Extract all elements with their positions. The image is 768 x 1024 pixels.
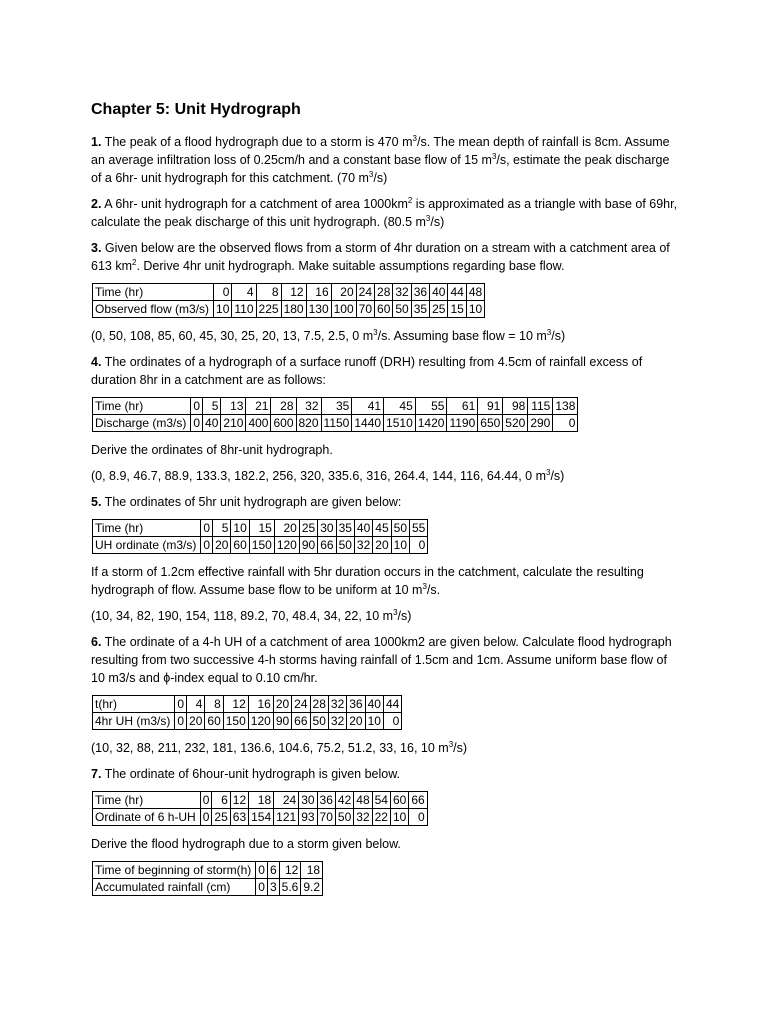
table-cell: 20 (273, 696, 291, 713)
table-cell: 20 (331, 284, 356, 301)
table-cell: 30 (318, 520, 336, 537)
problem-1 (91, 133, 681, 187)
answer-text: (0, 50, 108, 85, 60, 45, 30, 25, 20, 13, 7.5, 2.5, 0 m (91, 329, 374, 343)
row-label: Discharge (m3/s) (93, 415, 191, 432)
table-cell: 120 (248, 713, 273, 730)
answer-text: /s) (550, 469, 565, 483)
superscript: 3 (373, 327, 378, 337)
table-cell: 36 (411, 284, 429, 301)
table-cell: 110 (232, 301, 256, 318)
table-cell: 70 (356, 301, 374, 318)
problem-5 (91, 493, 681, 511)
superscript: 2 (132, 257, 137, 267)
problem-number: 1. (91, 135, 102, 149)
answer-3 (91, 327, 681, 345)
superscript: 3 (422, 581, 427, 591)
table-cell: 35 (336, 520, 354, 537)
table-row (93, 301, 485, 318)
answer-text: (0, 8.9, 46.7, 88.9, 133.3, 182.2, 256, 320, 335.6, 316, 264.4, 144, 116, 64.44, 0 m (91, 469, 546, 483)
table-cell: 0 (175, 713, 187, 730)
problem-number: 3. (91, 241, 102, 255)
answer-6 (91, 739, 681, 757)
table-cell: 50 (310, 713, 328, 730)
problem-text: The ordinate of a 4-h UH of a catchment of area 1000km2 are given below. Calculate flood hydrograph resulting from two successive 4-h storms having rainfall of 1.5cm and 1cm. Assume uniform base flow of 10 m3/s and ϕ-index equal to 0.10 cm/hr. (91, 635, 672, 685)
row-label: Ordinate of 6 h-UH (93, 809, 201, 826)
table-cell: 1440 (352, 415, 384, 432)
table-cell: 66 (292, 713, 310, 730)
table-cell: 4 (232, 284, 256, 301)
table-cell: 10 (390, 809, 408, 826)
table-cell: 0 (191, 398, 203, 415)
table-cell: 42 (335, 792, 353, 809)
table-cell: 0 (191, 415, 203, 432)
table-cell: 32 (328, 696, 346, 713)
table-cell: 10 (365, 713, 383, 730)
table-cell: 5 (203, 398, 221, 415)
row-label: Time (hr) (93, 398, 191, 415)
instruction-4: Derive the ordinates of 8hr-unit hydrograph. (91, 443, 333, 457)
row-label: Time of beginning of storm(h) (93, 862, 256, 879)
table-cell: 24 (274, 792, 299, 809)
table-cell: 90 (273, 713, 291, 730)
table-cell: 60 (375, 301, 393, 318)
answer-5 (91, 607, 681, 625)
table-cell: 1150 (321, 415, 352, 432)
table-cell: 50 (391, 520, 409, 537)
table-cell: 35 (411, 301, 429, 318)
problem-7 (91, 765, 681, 783)
table-cell: 0 (256, 879, 268, 896)
answer-text: (10, 34, 82, 190, 154, 118, 89.2, 70, 48.4, 34, 22, 10 m (91, 609, 394, 623)
table-row (93, 284, 485, 301)
problem-4 (91, 353, 681, 389)
table-cell: 100 (331, 301, 356, 318)
table-cell: 1190 (447, 415, 478, 432)
superscript: 3 (412, 133, 417, 143)
problem-number: 4. (91, 355, 102, 369)
table-row (93, 398, 578, 415)
data-table (92, 283, 485, 318)
row-label: Time (hr) (93, 284, 214, 301)
table-cell: 154 (249, 809, 274, 826)
table-cell: 12 (281, 284, 306, 301)
table-cell: 61 (447, 398, 478, 415)
superscript: 2 (407, 195, 413, 205)
superscript: 3 (368, 169, 374, 179)
table-row (93, 537, 428, 554)
answer-4 (91, 467, 681, 485)
table-cell: 50 (393, 301, 411, 318)
row-label: Accumulated rainfall (cm) (93, 879, 256, 896)
problem-number: 5. (91, 495, 102, 509)
table-cell: 32 (296, 398, 321, 415)
table-cell: 25 (299, 520, 317, 537)
problem-text: /s) (430, 215, 445, 229)
problem-text: /s. The mean depth of rainfall is 8cm. Assume an average infiltration loss of 0.25cm/h and a constant base flow of 15 m (91, 135, 670, 167)
instruction-7: Derive the flood hydrograph due to a storm given below. (91, 837, 401, 851)
problem-2 (91, 195, 681, 231)
table-cell: 28 (271, 398, 296, 415)
problem-text: A 6hr- unit hydrograph for a catchment of area 1000km (101, 197, 408, 211)
storm-table (92, 861, 323, 896)
table-cell: 0 (409, 809, 427, 826)
data-table (92, 397, 578, 432)
table-cell: 98 (503, 398, 528, 415)
table-cell: 1510 (384, 415, 416, 432)
table-cell: 48 (466, 284, 484, 301)
table-cell: 45 (384, 398, 416, 415)
table-row (93, 696, 402, 713)
table-cell: 66 (409, 792, 427, 809)
problem-text: If a storm of 1.2cm effective rainfall with 5hr duration occurs in the catchment, calculate the resulting hydrograph of flow. Assume base flow to be uniform at 10 m (91, 565, 644, 597)
superscript: 3 (425, 213, 431, 223)
table-cell: 3 (267, 879, 279, 896)
problem-3 (91, 239, 681, 275)
row-label: Time (hr) (93, 520, 201, 537)
table-cell: 55 (415, 398, 447, 415)
table-cell: 24 (292, 696, 310, 713)
problem-text: /s, estimate the peak discharge of a 6hr- unit hydrograph for this catchment. (70 m (91, 153, 670, 185)
table-cell: 8 (205, 696, 223, 713)
table-cell: 20 (347, 713, 365, 730)
table-cell: 138 (553, 398, 578, 415)
table-cell: 16 (306, 284, 331, 301)
table-cell: 12 (223, 696, 248, 713)
table-cell: 60 (205, 713, 223, 730)
table-cell: 0 (256, 862, 268, 879)
answer-text: /s) (397, 609, 412, 623)
problem-number: 2. (91, 197, 102, 211)
answer-text: /s) (551, 329, 566, 343)
table-cell: 28 (310, 696, 328, 713)
table-cell: 44 (448, 284, 466, 301)
table-cell: 25 (212, 809, 230, 826)
table-cell: 54 (372, 792, 390, 809)
table-cell: 48 (354, 792, 372, 809)
answer-text: /s. Assuming base flow = 10 m (377, 329, 547, 343)
table-cell: 40 (354, 520, 372, 537)
problem-text: . Derive 4hr unit hydrograph. Make suitable assumptions regarding base flow. (136, 259, 565, 273)
table-row (93, 792, 428, 809)
data-table (92, 695, 402, 730)
table-cell: 0 (214, 284, 232, 301)
table-cell: 120 (274, 537, 299, 554)
table-cell: 6 (212, 792, 230, 809)
table-cell: 400 (246, 415, 271, 432)
problem-text: Given below are the observed flows from a storm of 4hr duration on a stream with a catchment area of 613 km (91, 241, 670, 273)
table-cell: 28 (375, 284, 393, 301)
table-cell: 0 (201, 520, 213, 537)
table-row (93, 415, 578, 432)
row-label: UH ordinate (m3/s) (93, 537, 201, 554)
problem-text: is approximated as a triangle with base of 69hr, calculate the peak discharge of this unit hydrograph. (80.5 m (91, 197, 678, 229)
table-cell: 650 (478, 415, 503, 432)
table-cell: 0 (201, 537, 213, 554)
table-cell: 50 (336, 537, 354, 554)
table-cell: 93 (299, 809, 317, 826)
table-cell: 50 (335, 809, 353, 826)
table-cell: 600 (271, 415, 296, 432)
table-cell: 290 (528, 415, 553, 432)
superscript: 3 (546, 327, 552, 337)
table-cell: 55 (410, 520, 428, 537)
answer-text: (10, 32, 88, 211, 232, 181, 136.6, 104.6, 75.2, 51.2, 33, 16, 10 m (91, 741, 449, 755)
table-cell: 10 (214, 301, 232, 318)
table-cell: 0 (175, 696, 187, 713)
superscript: 3 (491, 151, 497, 161)
superscript: 3 (448, 739, 454, 749)
table-cell: 32 (354, 809, 372, 826)
instruction-5 (91, 563, 681, 599)
table-cell: 30 (299, 792, 317, 809)
problem-text: /s. (426, 583, 441, 597)
table-cell: 63 (230, 809, 248, 826)
table-cell: 36 (317, 792, 335, 809)
table-row (93, 879, 323, 896)
row-label: t(hr) (93, 696, 175, 713)
table-cell: 32 (393, 284, 411, 301)
table-row (93, 520, 428, 537)
table-cell: 0 (553, 415, 578, 432)
table-cell: 45 (373, 520, 391, 537)
table-cell: 70 (317, 809, 335, 826)
table-cell: 20 (187, 713, 205, 730)
table-cell: 35 (321, 398, 352, 415)
table-cell: 5.6 (279, 879, 301, 896)
problem-number: 7. (91, 767, 102, 781)
table-cell: 820 (296, 415, 321, 432)
table-cell: 15 (448, 301, 466, 318)
table-cell: 9.2 (301, 879, 323, 896)
superscript: 3 (545, 467, 551, 477)
table-cell: 21 (246, 398, 271, 415)
table-cell: 16 (248, 696, 273, 713)
table-cell: 44 (383, 696, 401, 713)
table-cell: 24 (356, 284, 374, 301)
row-label: Observed flow (m3/s) (93, 301, 214, 318)
problem-number: 6. (91, 635, 102, 649)
table-cell: 91 (478, 398, 503, 415)
table-cell: 0 (383, 713, 401, 730)
table-row (93, 713, 402, 730)
table-cell: 41 (352, 398, 384, 415)
table-cell: 36 (347, 696, 365, 713)
table-cell: 150 (249, 537, 274, 554)
table-cell: 40 (203, 415, 221, 432)
table-cell: 40 (430, 284, 448, 301)
problem-text: The ordinate of 6hour-unit hydrograph is given below. (101, 767, 401, 781)
table-cell: 10 (231, 520, 249, 537)
table-cell: 150 (223, 713, 248, 730)
table-cell: 4 (187, 696, 205, 713)
table-cell: 18 (249, 792, 274, 809)
table-cell: 0 (410, 537, 428, 554)
table-cell: 130 (306, 301, 331, 318)
table-cell: 10 (466, 301, 484, 318)
table-cell: 225 (256, 301, 281, 318)
table-cell: 115 (528, 398, 553, 415)
problem-text: The ordinates of 5hr unit hydrograph are given below: (101, 495, 402, 509)
table-cell: 12 (279, 862, 301, 879)
table-cell: 22 (372, 809, 390, 826)
table-cell: 15 (249, 520, 274, 537)
table-cell: 40 (365, 696, 383, 713)
answer-text: /s) (453, 741, 468, 755)
table-cell: 210 (221, 415, 246, 432)
table-cell: 10 (391, 537, 409, 554)
chapter-title: Chapter 5: Unit Hydrograph (91, 101, 301, 118)
table-cell: 32 (328, 713, 346, 730)
superscript: 3 (393, 607, 398, 617)
table-cell: 0 (200, 809, 212, 826)
table-row (93, 809, 428, 826)
data-table (92, 791, 428, 826)
table-cell: 5 (213, 520, 231, 537)
table-cell: 520 (503, 415, 528, 432)
table-cell: 60 (231, 537, 249, 554)
table-cell: 1420 (415, 415, 447, 432)
table-cell: 66 (318, 537, 336, 554)
row-label: 4hr UH (m3/s) (93, 713, 175, 730)
table-cell: 20 (373, 537, 391, 554)
data-table (92, 519, 428, 554)
table-cell: 60 (390, 792, 408, 809)
table-cell: 20 (274, 520, 299, 537)
problem-text: /s) (373, 171, 388, 185)
table-cell: 18 (301, 862, 323, 879)
table-cell: 180 (281, 301, 306, 318)
table-cell: 25 (430, 301, 448, 318)
table-row (93, 862, 323, 879)
table-cell: 90 (299, 537, 317, 554)
table-cell: 20 (213, 537, 231, 554)
row-label: Time (hr) (93, 792, 201, 809)
table-cell: 0 (200, 792, 212, 809)
table-cell: 8 (256, 284, 281, 301)
table-cell: 13 (221, 398, 246, 415)
table-cell: 121 (274, 809, 299, 826)
problem-text: The peak of a flood hydrograph due to a storm is 470 m (101, 135, 413, 149)
document-content (91, 100, 681, 905)
problem-6 (91, 633, 681, 687)
table-cell: 6 (267, 862, 279, 879)
problem-text: The ordinates of a hydrograph of a surface runoff (DRH) resulting from 4.5cm of rainfall excess of duration 8hr in a catchment are as follows: (91, 355, 643, 387)
table-cell: 12 (230, 792, 248, 809)
table-cell: 32 (354, 537, 372, 554)
